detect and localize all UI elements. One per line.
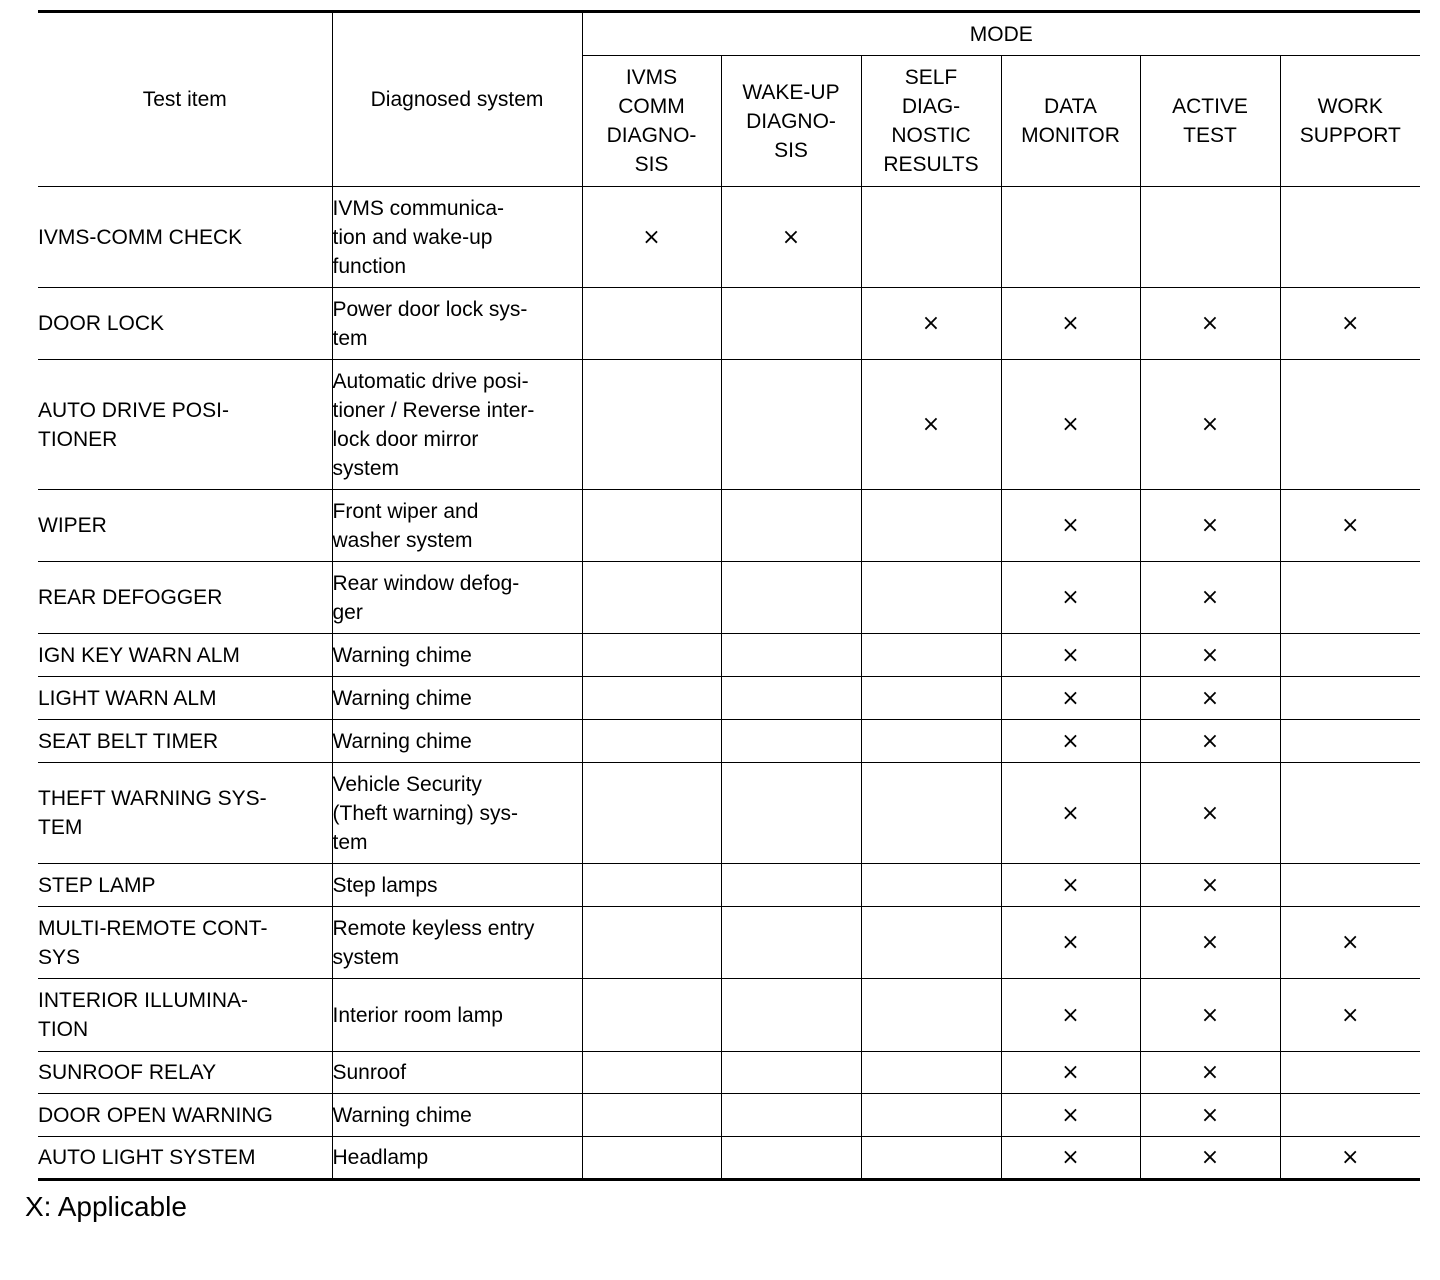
empty-mode-cell (1280, 763, 1420, 864)
applicable-mark: × (1140, 763, 1280, 864)
applicable-mark: × (861, 360, 1001, 490)
applicable-mark: × (1280, 1137, 1420, 1180)
empty-mode-cell (1280, 360, 1420, 490)
empty-mode-cell (721, 979, 861, 1052)
empty-mode-cell (721, 490, 861, 562)
applicable-mark: × (1140, 677, 1280, 720)
empty-mode-cell (861, 187, 1001, 288)
empty-mode-cell (582, 490, 721, 562)
diagnosed-system-cell: Interior room lamp (332, 979, 582, 1052)
test-item-cell: IVMS-COMM CHECK (38, 187, 332, 288)
empty-mode-cell (582, 360, 721, 490)
applicable-mark: × (582, 187, 721, 288)
diagnosed-system-cell: Headlamp (332, 1137, 582, 1180)
table-row (38, 1052, 1420, 1094)
empty-mode-cell (721, 864, 861, 907)
empty-mode-cell (1280, 677, 1420, 720)
applicable-mark: × (1140, 634, 1280, 677)
empty-mode-cell (861, 979, 1001, 1052)
empty-mode-cell (721, 720, 861, 763)
test-item-cell: STEP LAMP (38, 864, 332, 907)
applicable-mark: × (1140, 907, 1280, 979)
applicable-mark: × (1140, 1137, 1280, 1180)
applicable-mark: × (1001, 634, 1140, 677)
test-item-cell: DOOR LOCK (38, 288, 332, 360)
applicable-mark: × (1280, 979, 1420, 1052)
test-item-cell: SEAT BELT TIMER (38, 720, 332, 763)
empty-mode-cell (1140, 187, 1280, 288)
test-item-cell: THEFT WARNING SYS- TEM (38, 763, 332, 864)
applicable-mark: × (1001, 979, 1140, 1052)
empty-mode-cell (721, 1137, 861, 1180)
applicable-mark: × (1140, 1052, 1280, 1094)
empty-mode-cell (582, 562, 721, 634)
mode-work-support-header: WORK SUPPORT (1280, 56, 1420, 187)
test-item-cell: AUTO LIGHT SYSTEM (38, 1137, 332, 1180)
diagnosed-system-cell: IVMS communica- tion and wake-up function (332, 187, 582, 288)
table-row (38, 634, 1420, 677)
test-item-cell: REAR DEFOGGER (38, 562, 332, 634)
header-row-top (38, 12, 1420, 56)
applicable-mark: × (1140, 288, 1280, 360)
empty-mode-cell (861, 864, 1001, 907)
applicable-mark: × (1001, 720, 1140, 763)
table-row (38, 1094, 1420, 1137)
mode-data-monitor-header: DATA MONITOR (1001, 56, 1140, 187)
empty-mode-cell (1280, 562, 1420, 634)
empty-mode-cell (721, 360, 861, 490)
diagnosed-system-cell: Automatic drive posi- tioner / Reverse inter- lock door mirror system (332, 360, 582, 490)
test-item-cell: SUNROOF RELAY (38, 1052, 332, 1094)
footnote-legend: X: Applicable (25, 1191, 187, 1222)
test-item-cell: IGN KEY WARN ALM (38, 634, 332, 677)
applicable-mark: × (1280, 490, 1420, 562)
empty-mode-cell (582, 1094, 721, 1137)
diagnosed-system-cell: Warning chime (332, 1094, 582, 1137)
empty-mode-cell (861, 720, 1001, 763)
empty-mode-cell (1280, 187, 1420, 288)
table-body (38, 187, 1420, 1180)
table-row (38, 360, 1420, 490)
empty-mode-cell (721, 907, 861, 979)
empty-mode-cell (1280, 1052, 1420, 1094)
table-row (38, 763, 1420, 864)
empty-mode-cell (1280, 720, 1420, 763)
applicable-mark: × (1001, 360, 1140, 490)
empty-mode-cell (721, 634, 861, 677)
empty-mode-cell (582, 288, 721, 360)
mode-ivms-comm-diagnosis-header: IVMS COMM DIAGNO- SIS (582, 56, 721, 187)
applicable-mark: × (1280, 288, 1420, 360)
applicable-mark: × (1280, 907, 1420, 979)
mode-self-diagnostic-results-header: SELF DIAG- NOSTIC RESULTS (861, 56, 1001, 187)
test-item-cell: LIGHT WARN ALM (38, 677, 332, 720)
table-row (38, 562, 1420, 634)
empty-mode-cell (861, 634, 1001, 677)
diagnosed-system-cell: Rear window defog- ger (332, 562, 582, 634)
empty-mode-cell (861, 907, 1001, 979)
empty-mode-cell (721, 562, 861, 634)
applicable-mark: × (1001, 1137, 1140, 1180)
table-row (38, 490, 1420, 562)
empty-mode-cell (582, 677, 721, 720)
empty-mode-cell (721, 1052, 861, 1094)
diagnosed-system-cell: Step lamps (332, 864, 582, 907)
diagnosed-system-header: Diagnosed system (332, 12, 582, 187)
applicable-mark: × (1001, 864, 1140, 907)
applicable-mark: × (1140, 979, 1280, 1052)
applicable-mark: × (1140, 490, 1280, 562)
applicable-mark: × (1140, 864, 1280, 907)
applicable-mark: × (1001, 677, 1140, 720)
diagnosed-system-cell: Warning chime (332, 720, 582, 763)
empty-mode-cell (721, 288, 861, 360)
applicable-mark: × (861, 288, 1001, 360)
applicable-mark: × (1001, 490, 1140, 562)
diagnosed-system-cell: Warning chime (332, 677, 582, 720)
table-row (38, 1137, 1420, 1180)
diagnosed-system-cell: Remote keyless entry system (332, 907, 582, 979)
test-item-cell: MULTI-REMOTE CONT- SYS (38, 907, 332, 979)
empty-mode-cell (721, 763, 861, 864)
table-row (38, 187, 1420, 288)
applicable-mark: × (1001, 763, 1140, 864)
empty-mode-cell (582, 907, 721, 979)
table-row (38, 864, 1420, 907)
test-item-cell: DOOR OPEN WARNING (38, 1094, 332, 1137)
applicable-mark: × (1001, 562, 1140, 634)
empty-mode-cell (582, 1137, 721, 1180)
empty-mode-cell (721, 1094, 861, 1137)
applicable-mark: × (1140, 562, 1280, 634)
applicable-mark: × (1140, 1094, 1280, 1137)
empty-mode-cell (582, 1052, 721, 1094)
applicable-mark: × (1001, 907, 1140, 979)
empty-mode-cell (861, 562, 1001, 634)
empty-mode-cell (1280, 1094, 1420, 1137)
empty-mode-cell (861, 1094, 1001, 1137)
applicable-mark: × (1140, 720, 1280, 763)
empty-mode-cell (1280, 864, 1420, 907)
diagnosed-system-cell: Warning chime (332, 634, 582, 677)
mode-wake-up-diagnosis-header: WAKE-UP DIAGNO- SIS (721, 56, 861, 187)
diagnosed-system-cell: Vehicle Security (Theft warning) sys- tem (332, 763, 582, 864)
empty-mode-cell (721, 677, 861, 720)
test-item-cell: INTERIOR ILLUMINA- TION (38, 979, 332, 1052)
empty-mode-cell (861, 490, 1001, 562)
applicable-mark: × (1001, 1052, 1140, 1094)
test-item-header: Test item (38, 12, 332, 187)
empty-mode-cell (582, 864, 721, 907)
diagnosed-system-cell: Front wiper and washer system (332, 490, 582, 562)
diagnosed-system-cell: Sunroof (332, 1052, 582, 1094)
empty-mode-cell (582, 634, 721, 677)
applicable-mark: × (1140, 360, 1280, 490)
table-row (38, 677, 1420, 720)
table-row (38, 720, 1420, 763)
diagnosed-system-cell: Power door lock sys- tem (332, 288, 582, 360)
applicable-mark: × (1001, 1094, 1140, 1137)
table-row (38, 979, 1420, 1052)
empty-mode-cell (861, 763, 1001, 864)
mode-applicability-table (38, 10, 1420, 1181)
applicable-mark: × (1001, 288, 1140, 360)
empty-mode-cell (861, 1137, 1001, 1180)
test-item-cell: AUTO DRIVE POSI- TIONER (38, 360, 332, 490)
empty-mode-cell (1001, 187, 1140, 288)
empty-mode-cell (861, 1052, 1001, 1094)
mode-header: MODE (582, 12, 1420, 56)
empty-mode-cell (582, 979, 721, 1052)
test-item-cell: WIPER (38, 490, 332, 562)
empty-mode-cell (582, 763, 721, 864)
applicable-mark: × (721, 187, 861, 288)
empty-mode-cell (1280, 634, 1420, 677)
empty-mode-cell (582, 720, 721, 763)
table-row (38, 907, 1420, 979)
mode-active-test-header: ACTIVE TEST (1140, 56, 1280, 187)
empty-mode-cell (861, 677, 1001, 720)
table-row (38, 288, 1420, 360)
